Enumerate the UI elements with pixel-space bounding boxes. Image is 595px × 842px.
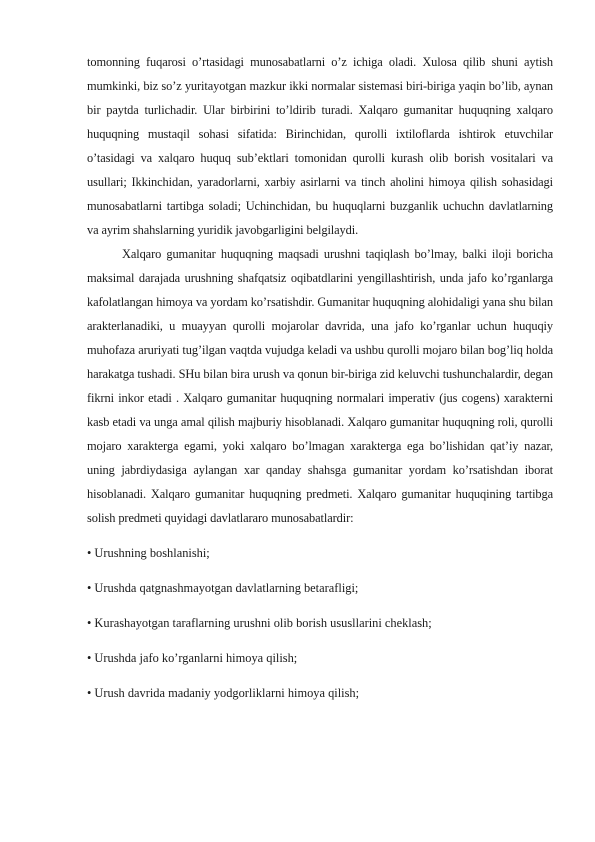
- bullet-list: [87, 541, 553, 705]
- list-item: • Urushning boshlanishi;: [87, 546, 210, 560]
- document-body: [87, 50, 553, 716]
- paragraph-2: Xalqaro gumanitar huquqning maqsadi urushni taqiqlash bo’lmay, balki iloji boricha maksimal darajada urushning shafqatsiz oqibatdlarini yengillashtirish, unda jafo ko’rganlarga kafolatlangan himoya va yordam ko’rsatishdir. Gumanitar huquqning alohidaligi yana shu bilan arakterlanadiki, u muayyan qurolli mojarolar davrida, una jafo ko’rganlar uchun huquqiy muhofaza aruriyati tug’ilgan vaqtda vujudga keladi va ushbu qurolli mojaro bilan bog’liq holda harakatga tushadi. SHu bilan bira urush va qonun bir-biriga zid keluvchi tushunchalardir, degan fikrni inkor etadi . Xalqaro gumanitar huquqning normalari imperativ (jus cogens) xarakterni kasb etadi va unga amal qilish majburiy hisoblanadi. Xalqaro gumanitar huquqning roli, qurolli mojaro xarakterga egami, yoki xalqaro bo’lmagan xarakterga ega bo’lishidan qat’iy nazar, uning jabrdiydasiga aylangan xar qanday shahsga gumanitar yordam ko’rsatishdan iborat hisoblanadi. Xalqaro gumanitar huquqning predmeti. Xalqaro gumanitar huquqining tartibga solish predmeti quyidagi davlatlararo munosabatlardir:: [87, 247, 553, 525]
- list-item: • Urushda qatgnashmayotgan davlatlarning betarafligi;: [87, 581, 359, 595]
- paragraph-1: tomonning fuqarosi o’rtasidagi munosabatlarni o’z ichiga oladi. Xulosa qilib shuni aytish mumkinki, biz so’z yuritayotgan mazkur ikki normalar sistemasi biri-biriga yaqin bo’lib, aynan bir paytda turlichadir. Ular birbirini to’ldirib turadi. Xalqaro gumanitar huquqning xalqaro huquqning mustaqil sohasi sifatida: Birinchidan, qurolli ixtiloflarda ishtirok etuvchilar o’tasidagi va xalqaro huquq sub’ektlari tomonidan qurolli kurash olib borish vositalari va usullari; Ikkinchidan, yaradorlarni, xarbiy asirlarni va tinch aholini himoya qilish sohasidagi munosabatlarni tartibga soladi; Uchinchidan, bu huquqlarni buzganlik uchuchn davlatlarning va ayrim shahslarning yuridik javobgarligini belgilaydi.: [87, 55, 553, 237]
- list-item: • Kurashayotgan taraflarning urushni olib borish ususllarini cheklash;: [87, 616, 432, 630]
- list-item: • Urushda jafo ko’rganlarni himoya qilish;: [87, 651, 298, 665]
- list-item: • Urush davrida madaniy yodgorliklarni himoya qilish;: [87, 686, 360, 700]
